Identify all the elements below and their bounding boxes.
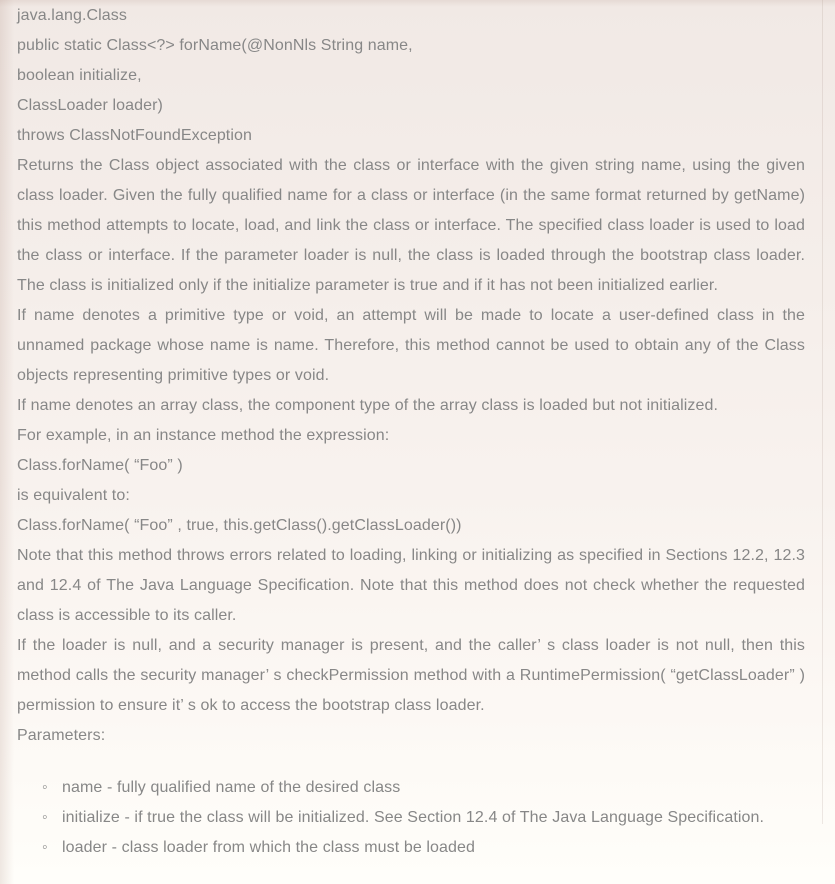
code-line-forname-foo: Class.forName( “Foo” ) (17, 457, 183, 474)
parameter-item-loader (17, 833, 805, 863)
parameter-item-name (17, 773, 805, 803)
parameter-item-initialize (17, 803, 805, 833)
throws-clause-line: throws ClassNotFoundException (17, 127, 253, 144)
method-signature-line: public static Class<?> forName(@NonNls String name, (17, 37, 413, 54)
description-paragraph-returns: Returns the Class object associated with the class or interface with the given string name, using the given class loader. Given the fully qualified name for a class or interface (in the same format returned by getName) this method attempts to locate, load, and link the class or interface. The specified class loader is used to load the class or interface. If the parameter loader is null, the class is loaded through the bootstrap class loader. The class is initialized only if the initialize parameter is true and if it has not been initialized earlier. (17, 157, 805, 294)
signature-param-initialize-line: boolean initialize, (17, 67, 142, 84)
list-bullet-icon: ◦ (42, 779, 48, 796)
description-paragraph-array: If name denotes an array class, the component type of the array class is loaded but not initialized. (17, 397, 719, 414)
equivalence-line: is equivalent to: (17, 487, 130, 504)
code-line-forname-full: Class.forName( “Foo” , true, this.getClass().getClassLoader()) (17, 517, 462, 534)
signature-param-loader-line: ClassLoader loader) (17, 97, 163, 114)
class-qualifier-line: java.lang.Class (17, 7, 127, 24)
description-paragraph-primitive: If name denotes a primitive type or void, an attempt will be made to locate a user-defined class in the unnamed package whose name is name. Therefore, this method cannot be used to obtain any of the Class objects representing primitive types or void. (17, 307, 805, 384)
parameter-item-text: loader - class loader from which the class must be loaded (62, 839, 476, 856)
description-paragraph-security: If the loader is null, and a security manager is present, and the caller’ s class loader is not null, then this method calls the security manager’ s checkPermission method with a RuntimePermission( “getClassLoader” ) permission to ensure it’ s ok to access the bootstrap class loader. (17, 637, 805, 714)
parameter-item-text: name - fully qualified name of the desired class (62, 779, 401, 796)
parameters-list (17, 773, 805, 863)
example-intro-line: For example, in an instance method the expression: (17, 427, 390, 444)
parameter-item-text: initialize - if true the class will be initialized. See Section 12.4 of The Java Language Specification. (62, 809, 765, 826)
list-bullet-icon: ◦ (42, 839, 48, 856)
parameters-label: Parameters: (17, 727, 106, 744)
description-paragraph-errors: Note that this method throws errors related to loading, linking or initializing as specified in Sections 12.2, 12.3 and 12.4 of The Java Language Specification. Note that this method does not check whether the requested class is accessible to its caller. (17, 547, 805, 624)
list-bullet-icon: ◦ (42, 809, 48, 826)
